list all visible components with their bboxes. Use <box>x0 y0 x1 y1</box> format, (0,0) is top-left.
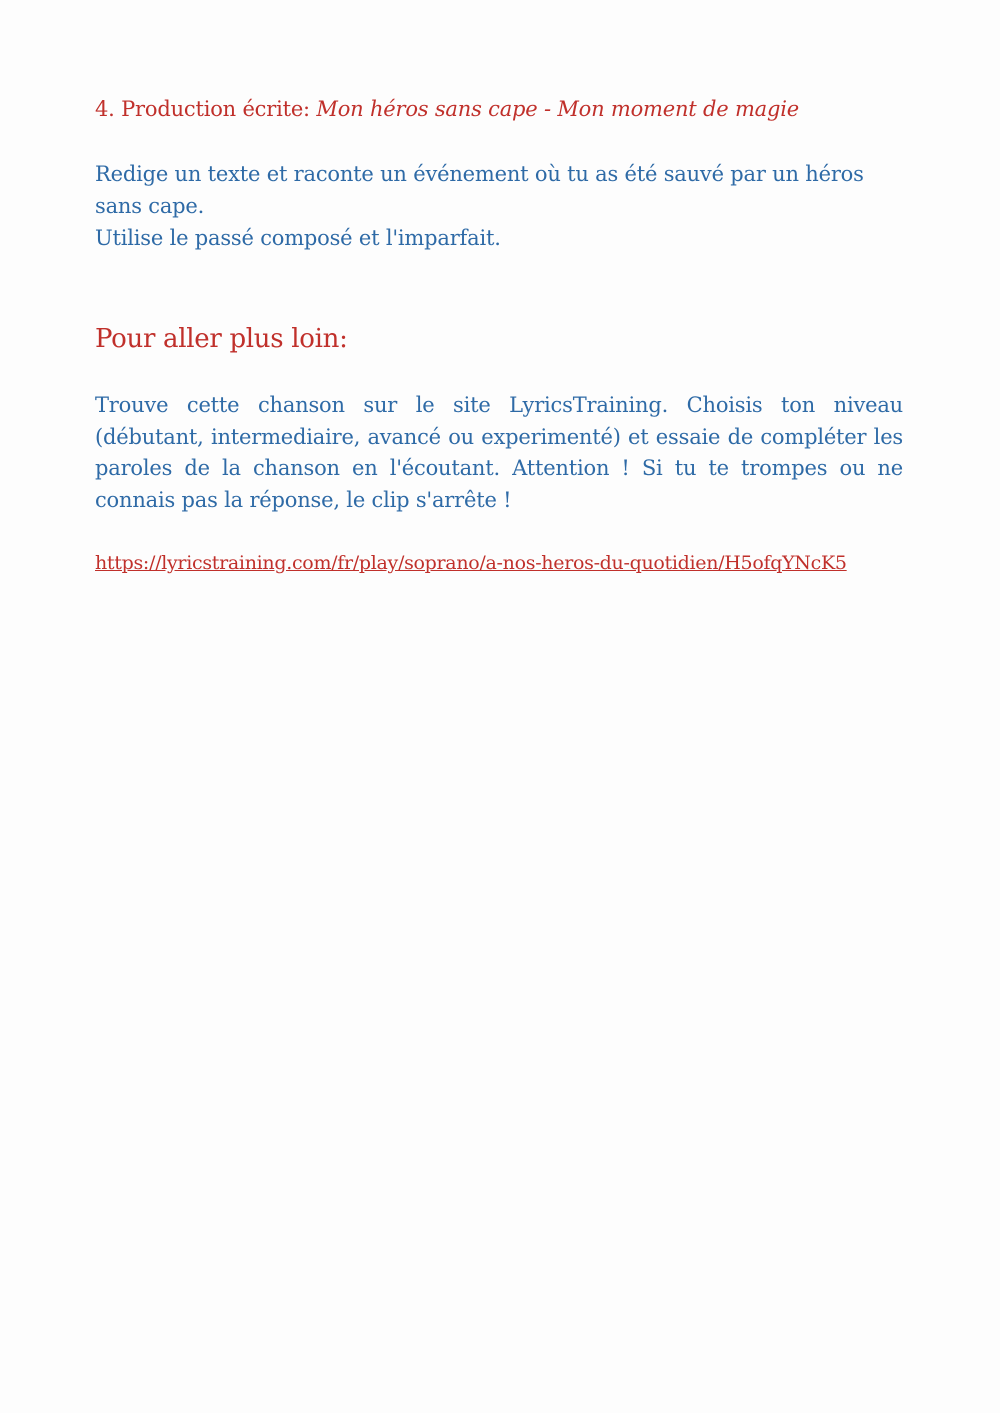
further-heading: Pour aller plus loin: <box>95 324 348 354</box>
further-paragraph: Trouve cette chanson sur le site LyricsTraining. Choisis ton niveau (débutant, intermediaire, avancé ou experimenté) et essaie de compléter les paroles de la chanson en l'écoutant. Attention ! Si tu te trompes ou ne connais pas la réponse, le clip s'arrête ! <box>95 393 903 512</box>
section-4-title: Mon héros sans cape - Mon moment de magie <box>316 97 799 121</box>
instruction-line-2: Utilise le passé composé et l'imparfait. <box>95 226 501 250</box>
section-4-heading <box>95 94 903 124</box>
lyricstraining-link[interactable]: https://lyricstraining.com/fr/play/soprano/a-nos-heros-du-quotidien/H5ofqYNcK5 <box>95 552 847 574</box>
writing-instructions <box>95 158 903 254</box>
instruction-line-1: Redige un texte et raconte un événement où tu as été sauvé par un héros sans cape. <box>95 162 864 218</box>
section-4-label: 4. Production écrite: <box>95 97 317 121</box>
